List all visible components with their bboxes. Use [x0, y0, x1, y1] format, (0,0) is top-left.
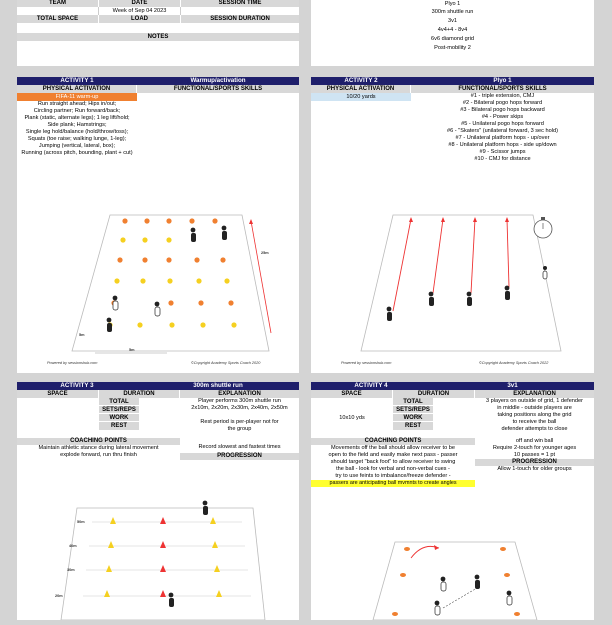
date-label: DATE [99, 0, 181, 7]
powered-by: Powered by sessionshub.com [341, 361, 392, 365]
warmup-highlight: FIFA-11 warm-up [17, 93, 137, 101]
activity-3-card [17, 382, 299, 620]
total-label: TOTAL [99, 398, 139, 406]
warmup-line: Run straight ahead; Hips in/out; [37, 101, 117, 107]
warmup-line: Jumping (vertical, lateral, box); [38, 143, 116, 149]
plyo-line: #8 - Unilateral platform hops - side up/down [448, 142, 557, 148]
shuttle-field-diagram [17, 500, 299, 620]
notes-label: NOTES [17, 33, 299, 41]
activity-list-item: 6v6 diamond grid [431, 36, 474, 42]
duration-label: DURATION [393, 390, 475, 398]
sets-reps-label: SETS/REPS [99, 406, 139, 414]
activity-list-item: Plyo 1 [444, 1, 461, 7]
explanation-line: defender attempts to close [501, 426, 568, 432]
explanation-line: 10 passes = 1 pt [513, 452, 556, 458]
total-space-label: TOTAL SPACE [17, 15, 99, 23]
distance-highlight: 10/20 yards [311, 93, 411, 101]
explanation-line: the group [227, 426, 252, 432]
coaching-line: try to use feints to imbalance/freeze defender - [335, 473, 451, 479]
progression-label: PROGRESSION [475, 459, 594, 466]
warmup-line: Plank (static, alternate legs); 1 leg lift/hold; [24, 115, 130, 121]
activity-title: 300m shuttle run [193, 382, 243, 389]
coaching-line: the ball - look for verbal and non-verbal cues - [336, 466, 450, 472]
activity-number: ACTIVITY 3 [60, 382, 94, 389]
plyo-line: #2 - Bilateral pogo hops forward [462, 100, 543, 106]
plyo-line: #5 - Unilateral pogo hops forward [461, 121, 544, 127]
plyo-line: #4 - Power skips [481, 114, 524, 120]
explanation-line: Require 2-touch for younger ages [492, 445, 577, 451]
activity-list-item: 4v4+4 - 8v4 [437, 27, 468, 33]
mark-40m: 40m [69, 544, 77, 548]
plyo-line: #10 - CMJ for distance [474, 156, 531, 162]
activity-title: Plyo 1 [493, 77, 512, 84]
activity-title: Warmup/activation [190, 77, 246, 84]
warmup-line: Squats (toe raise; walking lunge, 1-leg); [27, 136, 127, 142]
explanation-line: Rest period is per-player not for [200, 419, 279, 425]
dimension-25m: 25m [261, 251, 269, 255]
mark-50m: 50m [77, 520, 85, 524]
date-value: Week of Sep 04 2023 [99, 7, 181, 15]
activity-2-card [311, 77, 594, 373]
rondo-field-diagram [311, 522, 594, 620]
activity-number: ACTIVITY 2 [344, 77, 378, 84]
explanation-line: to receive the ball [512, 419, 557, 425]
coaching-line: should target "back foot" to allow receiver to swing [330, 459, 456, 465]
warmup-field-diagram [17, 193, 299, 373]
player-figures [387, 266, 547, 321]
mark-20m: 20m [55, 594, 63, 598]
load-label: LOAD [99, 15, 181, 23]
copyright: ©Copyright Academy Sports Coach 2022 [479, 361, 549, 365]
activity-list-item: 3v1 [447, 18, 458, 24]
explanation-line: Player performs 300m shuttle run [198, 398, 281, 404]
coaching-points-label: COACHING POINTS [17, 438, 180, 445]
explanation-label: EXPLANATION [218, 391, 261, 397]
space-label: SPACE [17, 390, 99, 398]
plyo-field-diagram [311, 193, 594, 373]
plyo-line: #6 - "Skaters" (unilateral forward, 3 sec hold) [447, 128, 558, 134]
space-value: 10x10 yds [339, 414, 365, 421]
cone-markers [104, 517, 222, 597]
explanation-line: 3 players on outside of grid, 1 defender [485, 398, 584, 404]
copyright: ©Copyright Academy Sports Coach 2020 [191, 361, 261, 365]
powered-by: Powered by sessionshub.com [47, 361, 98, 365]
team-label: TEAM [17, 0, 99, 7]
player-figures [435, 575, 512, 615]
coaching-line: open to the field and easily make next pass - passer [328, 452, 458, 458]
progression-label: PROGRESSION [180, 453, 299, 460]
plyo-line: #9 - Scissor jumps [479, 149, 526, 155]
explanation-line: taking positions along the grid [497, 412, 572, 418]
stopwatch-icon [534, 217, 552, 238]
plyo-line: #3 - Bilateral pogo hops backward [460, 107, 545, 113]
mark-30m: 30m [67, 568, 75, 572]
rest-label: REST [393, 422, 433, 430]
explanation-line: off and win ball [515, 438, 554, 444]
activity-list [311, 0, 594, 66]
warmup-line: Side plank; Hamstrings; [47, 122, 107, 128]
cone-grid [107, 218, 236, 327]
player-figures [169, 501, 208, 607]
coaching-line: explode forward, run thru finish [60, 452, 137, 458]
physical-activation-label: PHYSICAL ACTIVATION [311, 85, 411, 93]
work-label: WORK [393, 414, 433, 422]
explanation-line: 2x10m, 2x20m, 2x30m, 2x40m, 2x50m [191, 405, 288, 411]
functional-skills-label: FUNCTIONAL/SPORTS SKILLS [173, 86, 263, 92]
coaching-points-label: COACHING POINTS [311, 438, 475, 445]
session-info-table [17, 0, 299, 66]
activity-list-item: Post-mobility 2 [434, 45, 471, 51]
physical-activation-label: PHYSICAL ACTIVATION [17, 85, 137, 93]
coaching-line: Movements off the ball should allow receiver to be [331, 445, 455, 451]
work-label: WORK [99, 414, 139, 422]
coaching-line: Maintain athletic stance during lateral movement [38, 445, 159, 451]
warmup-line: Running (across pitch, bounding, plant + cut) [21, 150, 133, 156]
dimension-5m-b: 5m [129, 348, 135, 352]
activity-title: 3v1 [507, 382, 518, 389]
rest-label: REST [99, 422, 139, 430]
functional-skills-label: FUNCTIONAL/SPORTS SKILLS [458, 86, 547, 92]
activity-number: ACTIVITY 4 [354, 382, 388, 389]
progression-line: Allow 1-touch for older groups [497, 466, 572, 472]
activity-1-card [17, 77, 299, 373]
warmup-line: Circling partner; Run forward/back; [33, 108, 121, 114]
explanation-line: in middle - outside players are [497, 405, 572, 411]
explanation-label: EXPLANATION [513, 391, 556, 397]
activity-number: ACTIVITY 1 [60, 77, 94, 84]
space-label: SPACE [311, 390, 393, 398]
plyo-line: #1 - triple extension, CMJ [470, 93, 535, 99]
total-label: TOTAL [393, 398, 433, 406]
session-duration-label: SESSION DURATION [210, 16, 270, 22]
activity-4-card [311, 382, 594, 620]
warmup-line: Single leg hold/balance (hold/throw/toss); [25, 129, 129, 135]
sets-reps-label: SETS/REPS [393, 406, 433, 414]
explanation-line: Record slowest and fastest times [198, 444, 281, 450]
activity-list-item: 300m shuttle run [431, 9, 474, 15]
duration-label: DURATION [99, 390, 180, 398]
plyo-line: #7 - Unilateral platform hops - up/over [455, 135, 550, 141]
coaching-highlight: passers are anticipating ball mvmnts to create angles [311, 480, 475, 487]
dimension-5m-a: 5m [79, 333, 85, 337]
session-time-label: SESSION TIME [218, 0, 262, 6]
